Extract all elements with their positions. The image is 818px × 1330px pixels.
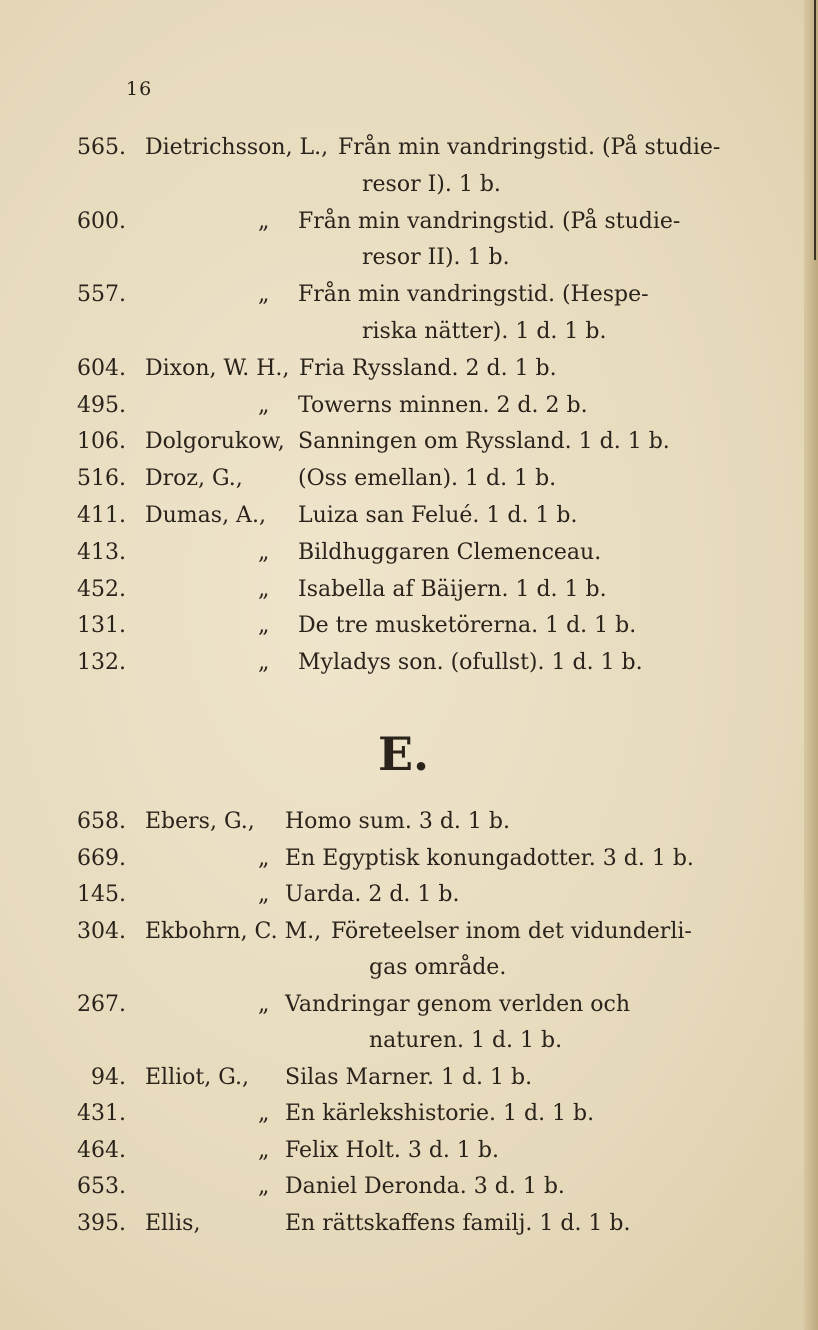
- catalog-entry: [0, 533, 818, 573]
- ditto-mark: „: [258, 540, 270, 565]
- catalog-entry: [0, 875, 818, 915]
- entry-title: gas område.: [369, 955, 507, 980]
- entry-title: Homo sum. 3 d. 1 b.: [285, 809, 510, 834]
- entry-number: 565.: [77, 135, 126, 160]
- entry-author: Ekbohrn, C. M.,: [145, 919, 322, 944]
- catalog-entry: [0, 570, 818, 610]
- entry-author: Droz, G.,: [145, 466, 243, 491]
- entry-title: Isabella af Bäijern. 1 d. 1 b.: [298, 577, 607, 602]
- entry-number: 132.: [77, 650, 126, 675]
- catalog-entry: [0, 349, 818, 389]
- section-heading: E.: [378, 727, 430, 781]
- catalog-entry: [0, 386, 818, 426]
- entry-number: 669.: [77, 846, 126, 871]
- entry-number: 658.: [77, 809, 126, 834]
- entry-number: 413.: [77, 540, 126, 565]
- entry-title: Från min vandringstid. (På studie-: [338, 135, 721, 160]
- entry-title: Bildhuggaren Clemenceau.: [298, 540, 602, 565]
- entry-author: Dixon, W. H.,: [145, 356, 290, 381]
- entry-author: Elliot, G.,: [145, 1065, 250, 1090]
- catalog-entry: [0, 1204, 818, 1244]
- catalog-entry: [0, 606, 818, 646]
- catalog-entry: [0, 422, 818, 462]
- entry-number: 452.: [77, 577, 126, 602]
- catalog-entry: [0, 948, 818, 988]
- entry-number: 653.: [77, 1174, 126, 1199]
- ditto-mark: „: [258, 1174, 270, 1199]
- catalog-entry: [0, 459, 818, 499]
- catalog-entry: [0, 128, 818, 168]
- entry-number: 600.: [77, 209, 126, 234]
- entry-number: 495.: [77, 393, 126, 418]
- entry-number: 411.: [77, 503, 126, 528]
- entry-number: 464.: [77, 1138, 126, 1163]
- catalog-entry: [0, 839, 818, 879]
- catalog-entry: [0, 312, 818, 352]
- entry-title: naturen. 1 d. 1 b.: [369, 1028, 563, 1053]
- entry-number: 395.: [77, 1211, 126, 1236]
- entry-title: Silas Marner. 1 d. 1 b.: [285, 1065, 533, 1090]
- catalog-entry: [0, 912, 818, 952]
- entry-title: Fria Ryssland. 2 d. 1 b.: [299, 356, 557, 381]
- ditto-mark: „: [258, 209, 270, 234]
- entry-title: Företeelser inom det vidunderli-: [331, 919, 692, 944]
- entry-title: Felix Holt. 3 d. 1 b.: [285, 1138, 499, 1163]
- entry-title: Vandringar genom verlden och: [285, 992, 631, 1017]
- entry-author: Ebers, G.,: [145, 809, 255, 834]
- entry-number: 604.: [77, 356, 126, 381]
- ditto-mark: „: [258, 282, 270, 307]
- entry-title: En rättskaffens familj. 1 d. 1 b.: [285, 1211, 631, 1236]
- catalog-entry: [0, 496, 818, 536]
- catalog-entry: [0, 1167, 818, 1207]
- page-number: 16: [126, 78, 153, 100]
- entry-number: 431.: [77, 1101, 126, 1126]
- entry-title: Från min vandringstid. (På studie-: [298, 209, 681, 234]
- catalog-entry: [0, 1058, 818, 1098]
- entry-title: Uarda. 2 d. 1 b.: [285, 882, 460, 907]
- catalog-entry: [0, 202, 818, 242]
- catalog-entry: [0, 1131, 818, 1171]
- entry-title: (Oss emellan). 1 d. 1 b.: [298, 466, 557, 491]
- entry-number: 106.: [77, 429, 126, 454]
- catalog-entry: [0, 165, 818, 205]
- entry-title: riska nätter). 1 d. 1 b.: [362, 319, 607, 344]
- catalog-entry: [0, 802, 818, 842]
- entry-title: resor II). 1 b.: [362, 245, 510, 270]
- entry-author: Ellis,: [145, 1211, 201, 1236]
- entry-author: Dietrichsson, L.,: [145, 135, 329, 160]
- ditto-mark: „: [258, 846, 270, 871]
- ditto-mark: „: [258, 882, 270, 907]
- entry-number: 304.: [77, 919, 126, 944]
- entry-title: Luiza san Felué. 1 d. 1 b.: [298, 503, 578, 528]
- catalog-entry: [0, 643, 818, 683]
- entry-author: Dumas, A.,: [145, 503, 266, 528]
- entry-number: 131.: [77, 613, 126, 638]
- ditto-mark: „: [258, 393, 270, 418]
- entry-title: Från min vandringstid. (Hespe-: [298, 282, 649, 307]
- ditto-mark: „: [258, 992, 270, 1017]
- ditto-mark: „: [258, 650, 270, 675]
- ditto-mark: „: [258, 1101, 270, 1126]
- entry-title: Towerns minnen. 2 d. 2 b.: [298, 393, 588, 418]
- entry-number: 557.: [77, 282, 126, 307]
- entry-title: En kärlekshistorie. 1 d. 1 b.: [285, 1101, 595, 1126]
- catalog-entry: [0, 275, 818, 315]
- entry-title: Myladys son. (ofullst). 1 d. 1 b.: [298, 650, 643, 675]
- catalog-entry: [0, 1021, 818, 1061]
- entry-number: 516.: [77, 466, 126, 491]
- entry-number: 145.: [77, 882, 126, 907]
- entry-number: 267.: [77, 992, 126, 1017]
- entry-title: Daniel Deronda. 3 d. 1 b.: [285, 1174, 565, 1199]
- ditto-mark: „: [258, 577, 270, 602]
- entry-number: 94.: [91, 1065, 126, 1090]
- catalog-entry: [0, 985, 818, 1025]
- catalog-entry: [0, 238, 818, 278]
- entry-title: resor I). 1 b.: [362, 172, 501, 197]
- catalog-entry: [0, 1094, 818, 1134]
- entry-author: Dolgorukow,: [145, 429, 285, 454]
- entry-title: Sanningen om Ryssland. 1 d. 1 b.: [298, 429, 670, 454]
- ditto-mark: „: [258, 1138, 270, 1163]
- entry-title: De tre musketörerna. 1 d. 1 b.: [298, 613, 637, 638]
- entry-title: En Egyptisk konungadotter. 3 d. 1 b.: [285, 846, 694, 871]
- ditto-mark: „: [258, 613, 270, 638]
